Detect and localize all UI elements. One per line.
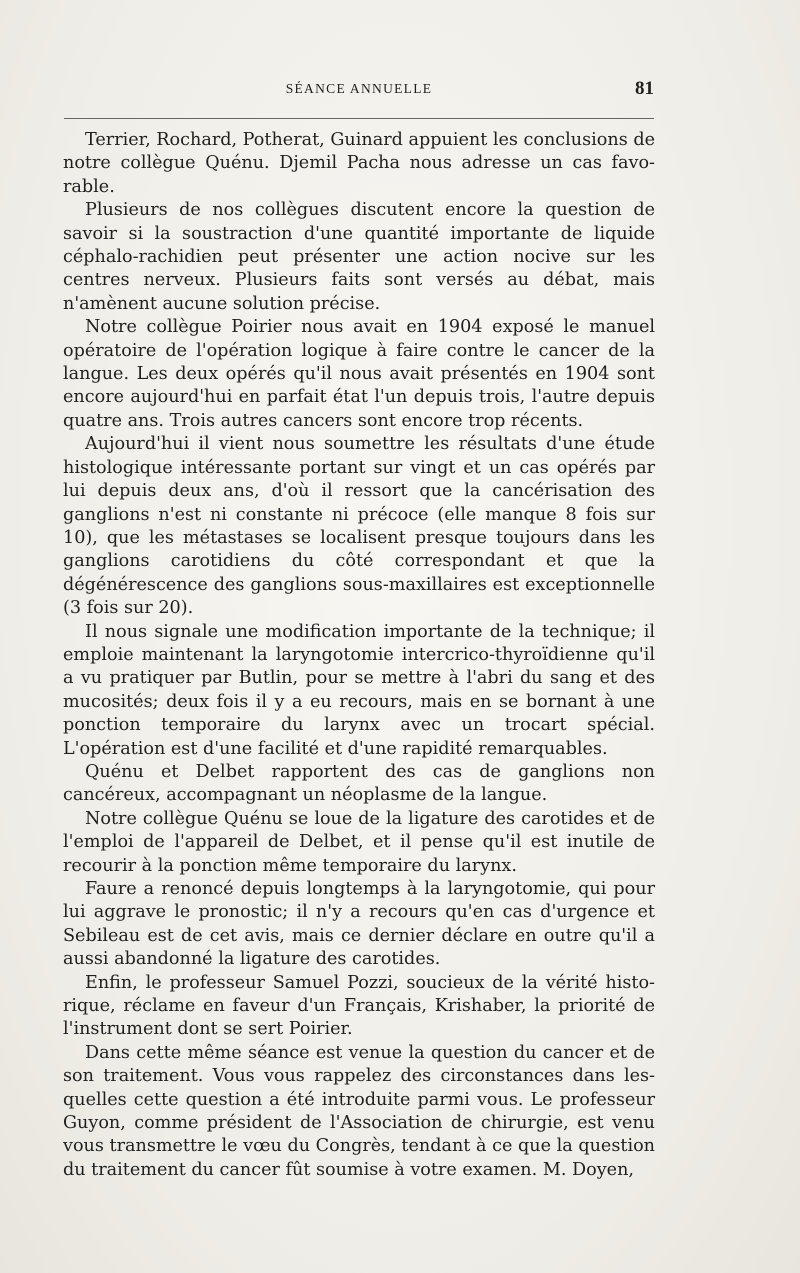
paragraph: Terrier, Rochard, Potherat, Guinard appuient les conclusions de notre collègue Quénu. Djemil Pacha nous adresse un cas favorable. (63, 130, 655, 197)
body-text (63, 129, 655, 1182)
page-header (64, 78, 654, 100)
header-rule (64, 118, 654, 119)
paragraph: Quénu et Delbet rapportent des cas de ganglions non cancéreux, accompagnant un néoplasme de la langue. (63, 761, 655, 806)
paragraph: Notre collègue Quénu se loue de la ligature des carotides et de l'emploi de l'appareil de Delbet, et il pense qu'il est inutile de recourir à la ponction même temporaire du larynx. (63, 808, 655, 876)
paragraph: Notre collègue Poirier nous avait en 1904 exposé le manuel opératoire de l'opération logique à faire contre le cancer de la langue. Les deux opérés qu'il nous avait présentés en 1904 sont encore aujourd'hui en parfait état l'un depuis trois, l'autre depuis quatre ans. Trois autres cancers sont encore trop récents. (63, 317, 655, 431)
paragraph: Plusieurs de nos collègues discutent encore la question de savoir si la soustraction d'une quantité importante de liquide céphalo-rachidien peut présenter une action nocive sur les centres nerveux. Plusieurs faits sont versés au débat, mais n'amènent aucune solution précise. (63, 200, 655, 314)
running-title: SÉANCE ANNUELLE (285, 81, 433, 96)
paragraph: Il nous signale une modification importante de la technique; il emploie maintenant la laryngotomie intercrico-thyroïdienne qu'il a vu pratiquer par Butlin, pour se mettre à l'abri du sang et des mucosités; deux fois il y a eu recours, mais en se bornant à une ponction temporaire du larynx avec un trocart spécial. L'opération est d'une facilité et d'une rapidité remarquables. (63, 621, 655, 759)
paragraph: Dans cette même séance est venue la question du cancer et de son traitement. Vous vous rappelez des circonstances dans lesquelles cette question a été introduite parmi vous. Le professeur Guyon, comme président de l'Association de chirurgie, est venu vous transmettre le vœu du Congrès, tendant à ce que la question du traitement du cancer fût soumise à votre examen. M. Doyen, (63, 1042, 655, 1180)
page-number: 81 (635, 78, 654, 99)
paragraph: Aujourd'hui il vient nous soumettre les résultats d'une étude histologique intéressante portant sur vingt et un cas opérés par lui depuis deux ans, d'où il ressort que la cancérisation des ganglions n'est ni constante ni précoce (elle manque 8 fois sur 10), que les métastases se localisent presque toujours dans les ganglions carotidiens du côté correspondant et que la dégénérescence des ganglions sous-maxillaires est exceptionnelle (3 fois sur 20). (63, 434, 655, 619)
paragraph: Enfin, le professeur Samuel Pozzi, soucieux de la vérité historique, réclame en faveur d'un Français, Krishaber, la priorité de l'instrument dont se sert Poirier. (63, 972, 655, 1040)
paragraph: Faure a renoncé depuis longtemps à la laryngotomie, qui pour lui aggrave le pronostic; il n'y a recours qu'en cas d'urgence et Sebileau est de cet avis, mais ce dernier déclare en outre qu'il a aussi abandonné la ligature des carotides. (63, 879, 655, 970)
